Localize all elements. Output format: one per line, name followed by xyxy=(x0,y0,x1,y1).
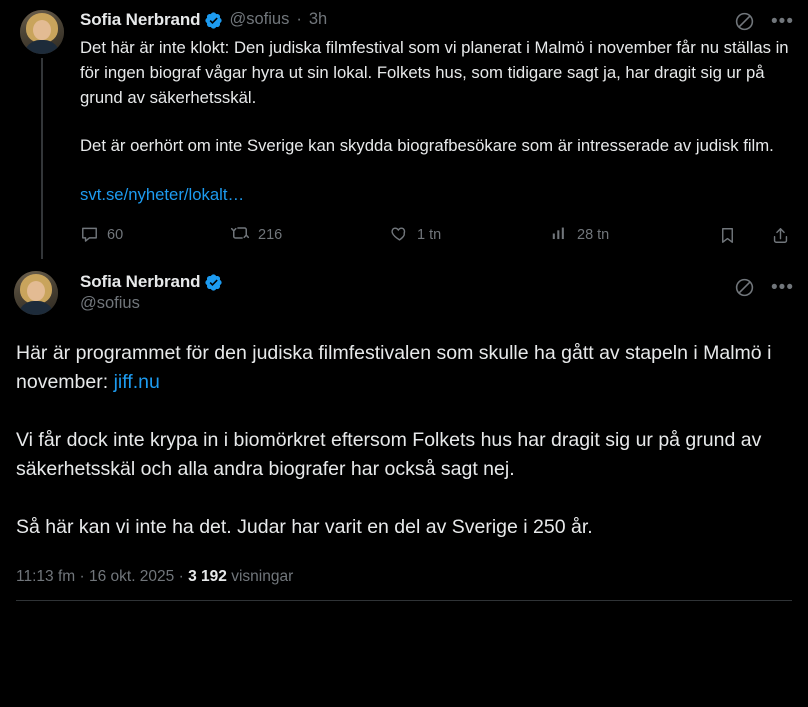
author-handle[interactable]: @sofius xyxy=(80,293,140,312)
analytics-icon xyxy=(550,224,569,247)
parent-tweet-header xyxy=(80,10,794,30)
main-tweet-paragraph-1-text: Här är programmet för den judiska filmfestivalen som skulle ha gått av stapeln i Malmö i november: xyxy=(16,342,772,394)
section-divider xyxy=(16,600,792,601)
retweet-count: 216 xyxy=(258,227,283,244)
author-display-name[interactable]: Sofia Nerbrand xyxy=(80,272,201,292)
main-tweet-name-row xyxy=(80,272,223,292)
main-tweet-meta xyxy=(16,568,792,586)
heart-icon xyxy=(390,224,409,247)
avatar[interactable] xyxy=(20,10,64,54)
main-tweet-paragraph-3: Så här kan vi inte ha det. Judar har varit en del av Sverige i 250 år. xyxy=(16,516,593,539)
tweet-timestamp[interactable]: 3h xyxy=(308,10,328,29)
parent-tweet-paragraph-2: Det är oerhört om inte Sverige kan skydda biografbesökare som är intresserade av judisk film. xyxy=(80,136,774,156)
tweet-time: 11:13 fm xyxy=(16,568,76,586)
main-tweet-paragraph-2: Vi får dock inte krypa in i biomörkret eftersom Folkets hus har dragit sig ur på grund av säkerhetsskäl och alla andra biografer har också sagt nej. xyxy=(16,429,762,481)
reply-icon xyxy=(80,224,99,247)
parent-tweet-header-actions xyxy=(734,11,794,32)
retweet-button[interactable] xyxy=(230,223,390,247)
like-button[interactable] xyxy=(390,224,550,247)
parent-tweet-secondary-actions xyxy=(718,226,790,245)
parent-tweet-body xyxy=(70,10,794,259)
retweet-icon xyxy=(230,223,250,247)
thread-connector-line xyxy=(41,58,43,259)
views-label: visningar xyxy=(231,568,294,586)
meta-separator-2: · xyxy=(178,568,184,586)
avatar[interactable] xyxy=(14,271,58,315)
main-tweet-paragraph-1 xyxy=(16,339,792,397)
author-handle[interactable]: @sofius xyxy=(229,10,290,29)
inline-link[interactable]: jiff.nu xyxy=(113,371,160,394)
main-avatar-column xyxy=(14,271,70,315)
parent-tweet-action-bar xyxy=(80,223,790,247)
main-tweet[interactable] xyxy=(0,259,808,601)
more-options-icon[interactable]: ••• xyxy=(771,11,794,32)
main-tweet-body xyxy=(14,339,794,601)
views-button[interactable] xyxy=(550,224,715,247)
verified-badge-icon xyxy=(204,11,223,30)
external-link[interactable]: svt.se/nyheter/lokalt… xyxy=(80,185,245,205)
like-count: 1 tn xyxy=(417,227,442,244)
views-number: 3 192 xyxy=(188,568,227,586)
views-count: 28 tn xyxy=(577,227,610,244)
parent-tweet[interactable] xyxy=(0,0,808,259)
main-tweet-header xyxy=(14,265,794,315)
main-tweet-header-actions xyxy=(734,277,794,298)
meta-separator-1: · xyxy=(79,568,85,586)
header-separator: · xyxy=(296,10,302,29)
author-display-name[interactable]: Sofia Nerbrand xyxy=(80,10,201,29)
circle-slash-icon[interactable] xyxy=(734,277,755,298)
parent-tweet-paragraph-1: Det här är inte klokt: Den judiska filmfestival som vi planerat i Malmö i november får nu ställas in för ingen biograf vågar hyra ut sin lokal. Folkets hus, som tidigare sagt ja, har dragit sig ur på grund av säkerhetsskäl. xyxy=(80,38,794,108)
circle-slash-icon[interactable] xyxy=(734,11,755,32)
parent-tweet-link-line xyxy=(80,182,794,207)
share-icon[interactable] xyxy=(771,226,790,245)
bookmark-icon[interactable] xyxy=(718,226,737,245)
reply-button[interactable] xyxy=(80,224,230,247)
tweet-date: 16 okt. 2025 xyxy=(88,568,175,586)
avatar-column xyxy=(14,10,70,259)
verified-badge-icon xyxy=(204,273,223,292)
more-options-icon[interactable]: ••• xyxy=(771,277,794,299)
main-tweet-author-block xyxy=(70,271,223,312)
reply-count: 60 xyxy=(107,227,124,244)
